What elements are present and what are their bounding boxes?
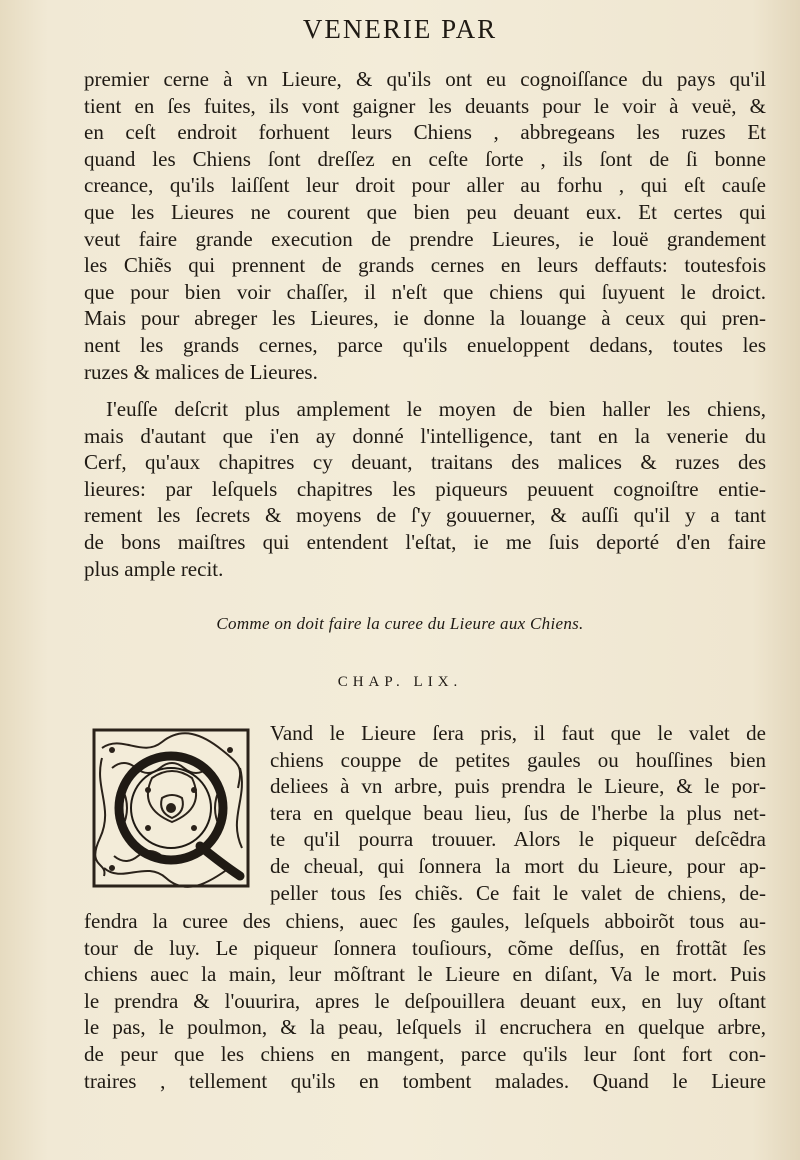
text-line: I'euſſe deſcrit plus amplement le moyen de bien haller les chiens,: [106, 397, 766, 421]
text-line: veut faire grande execution de prendre Lieures, ie louë grandement: [84, 226, 766, 251]
text-line: ruzes & malices de Lieures.: [84, 359, 318, 384]
text-line: tera en quelque beau lieu, ſus de l'herbe la plus net-: [270, 800, 766, 825]
text-line: Vand le Lieure ſera pris, il faut que le valet de: [270, 721, 766, 745]
text-line: quand les Chiens ſont dreſſez en ceſte ſorte , ils ſont de ſi bonne: [84, 146, 766, 171]
text-line: premier cerne à vn Lieure, & qu'ils ont eu cognoiſſance du pays qu'il: [84, 67, 766, 91]
text-line: chiens auec la main, leur mõſtrant le Lieure en diſant, Va le mort. Puis: [84, 962, 766, 987]
text-line: rement les ſecrets & moyens de ſ'y gouuerner, & auſſi qu'il y a tant: [84, 503, 766, 528]
text-line: que les Lieures ne courent que bien peu deuant eux. Et certes qui: [84, 199, 766, 224]
text-line: le prendra & l'ouurira, apres le deſpouillera deuant eux, en luy oſtant: [84, 988, 766, 1013]
text-line: chiens couppe de petites gaules ou houſſines bien: [270, 747, 766, 772]
text-line: traires , tellement qu'ils en tombent malades. Quand le Lieure: [84, 1068, 766, 1093]
text-line: de peur que les chiens en mangent, parce qu'ils leur ſont fort con-: [84, 1041, 766, 1066]
paragraph-1: [84, 66, 766, 385]
text-line: tour de luy. Le piqueur ſonnera touſiours, cõme deſſus, en frottãt ſes: [84, 935, 766, 960]
text-line: de bons maiſtres qui entendent l'eſtat, ie me ſuis deporté d'en faire: [84, 529, 766, 554]
text-line: les Chiẽs qui prennent de grands cernes en leurs deffauts: toutesfois: [84, 253, 766, 278]
text-line: que pour bien voir chaſſer, il n'eſt que chiens qui ſuyuent le droict.: [84, 279, 766, 304]
chapter-heading: CHAP. LIX.: [337, 674, 463, 690]
text-line: mais d'autant que i'en ay donné l'intelligence, tant en la venerie du: [84, 423, 766, 448]
text-line: plus ample recit.: [84, 556, 224, 581]
section-title: Comme on doit faire la curee du Lieure aux Chiens.: [216, 614, 584, 633]
drop-cap-ornament-icon: [92, 728, 250, 894]
text-line: Cerf, qu'aux chapitres cy deuant, traitans des malices & ruzes des: [84, 450, 766, 475]
text-line: deliees à vn arbre, puis prendra le Lieure, & le por-: [270, 774, 766, 799]
text-line: te qu'il pourra trouuer. Alors le piqueur deſcẽdra: [270, 827, 766, 852]
text-line: creance, qu'ils laiſſent leur droit pour aller au forhu , qui eſt cauſe: [84, 173, 766, 198]
running-head: VENERIE PAR: [302, 14, 498, 44]
text-line: nent les grands cernes, parce qu'ils enueloppent dedans, toutes les: [84, 332, 766, 357]
ornamental-drop-cap: [92, 728, 250, 894]
paragraph-3-continued: [84, 908, 766, 1094]
paragraph-3-indented: [270, 720, 766, 906]
text-line: en ceſt endroit forhuent leurs Chiens , abbregeans les ruzes Et: [84, 120, 766, 145]
text-line: de cheual, qui ſonnera la mort du Lieure, pour ap-: [270, 853, 766, 878]
text-line: lieures: par leſquels chapitres les piqueurs peuuent cognoiſtre entie-: [84, 476, 766, 501]
text-line: le pas, le poulmon, & la peau, leſquels il encruchera en quelque arbre,: [84, 1015, 766, 1040]
text-line: peller tous ſes chiẽs. Ce fait le valet de chiens, de-: [270, 880, 766, 905]
text-line: fendra la curee des chiens, auec ſes gaules, leſquels abboirõt tous au-: [84, 909, 766, 933]
paragraph-2: [84, 396, 766, 582]
text-line: tient en ſes fuites, ils vont gaigner les deuants pour le voir à veuë, &: [84, 93, 766, 118]
text-line: Mais pour abreger les Lieures, ie donne la louange à ceux qui pren-: [84, 306, 766, 331]
